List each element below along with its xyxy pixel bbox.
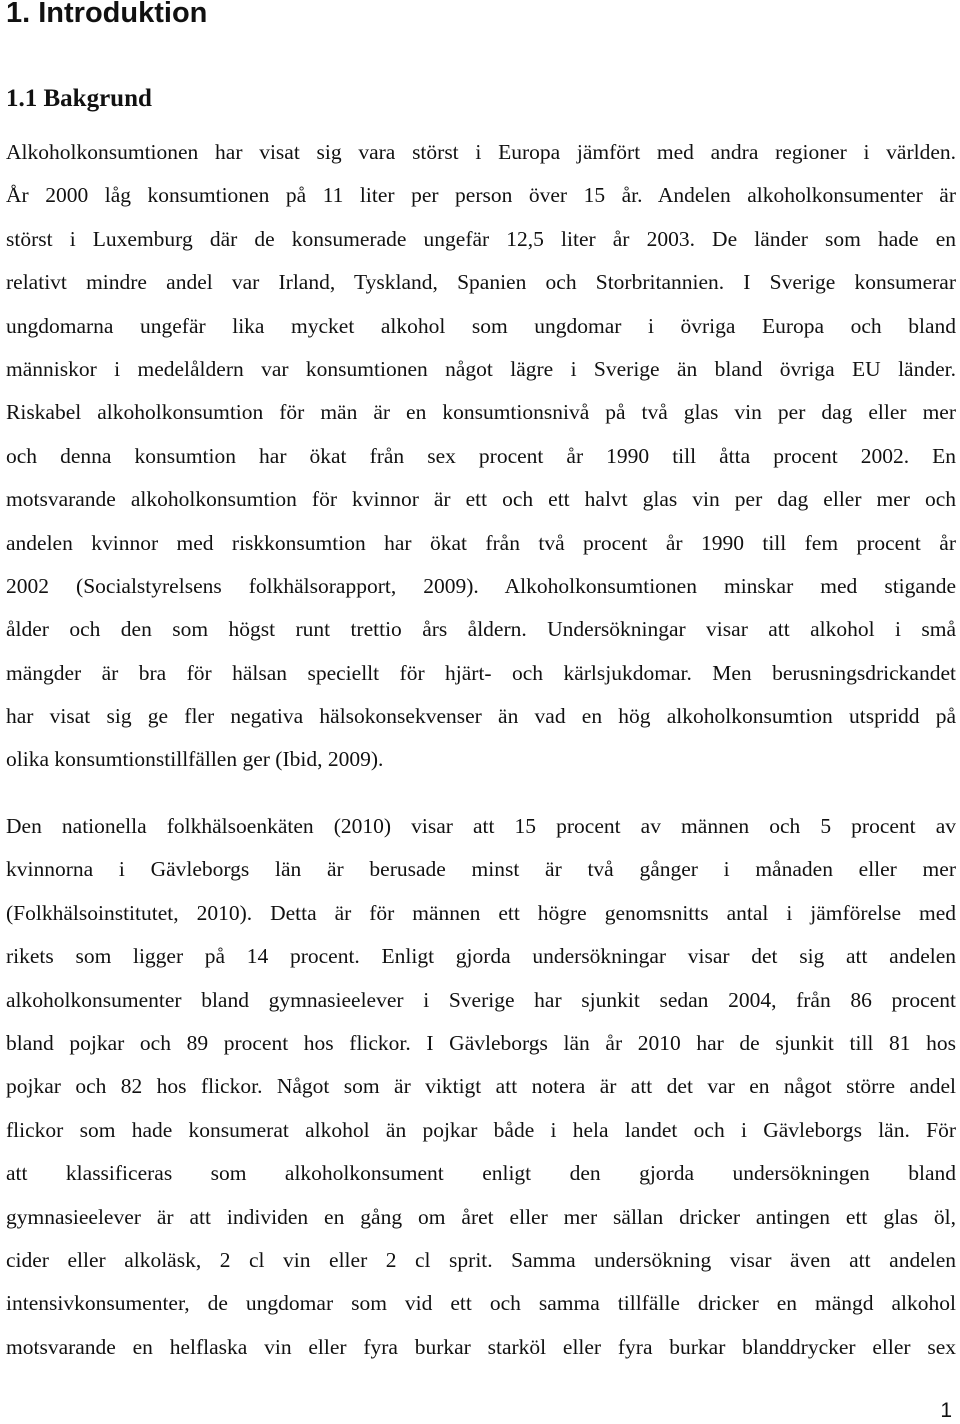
text-line: att klassificeras som alkoholkonsument enligt den gjorda undersökningen bland bbox=[6, 1161, 956, 1186]
text-line: motsvarande alkoholkonsumtion för kvinnor är ett och ett halvt glas vin per dag eller mer och bbox=[6, 487, 956, 512]
text-line: flickor som hade konsumerat alkohol än pojkar både i hela landet och i Gävleborgs län. För bbox=[6, 1117, 956, 1142]
text-line: cider eller alkoläsk, 2 cl vin eller 2 cl sprit. Samma undersökning visar även att andelen bbox=[6, 1247, 956, 1272]
text-line: Den nationella folkhälsoenkäten (2010) visar att 15 procent av männen och 5 procent av bbox=[6, 814, 956, 838]
page-number: 1 bbox=[940, 1399, 952, 1422]
text-line: människor i medelåldern var konsumtionen något lägre i Sverige än bland övriga EU länder. bbox=[6, 356, 956, 381]
text-line: År 2000 låg konsumtionen på 11 liter per person över 15 år. Andelen alkoholkonsumenter är bbox=[6, 183, 956, 208]
text-line: (Folkhälsoinstitutet, 2010). Detta är för männen ett högre genomsnitts antal i jämförelse med bbox=[6, 900, 956, 925]
text-line: 2002 (Socialstyrelsens folkhälsorapport, 2009). Alkoholkonsumtionen minskar med stigande bbox=[6, 573, 956, 598]
section-heading: 1.1 Bakgrund bbox=[6, 85, 152, 112]
text-line: Riskabel alkoholkonsumtion för män är en konsumtionsnivå på två glas vin per dag eller mer bbox=[6, 400, 956, 425]
text-line: relativt mindre andel var Irland, Tyskland, Spanien och Storbritannien. I Sverige konsumerar bbox=[6, 270, 956, 295]
text-line: gymnasieelever är att individen en gång om året eller mer sällan dricker antingen ett glas öl, bbox=[6, 1204, 956, 1229]
paragraph-1 bbox=[6, 131, 956, 782]
chapter-heading: 1. Introduktion bbox=[6, 0, 208, 29]
text-line: mängder är bra för hälsan speciellt för hjärt- och kärlsjukdomar. Men berusningsdrickandet bbox=[6, 660, 956, 685]
text-line: pojkar och 82 hos flickor. Något som är viktigt att notera är att det var en något större andel bbox=[6, 1074, 956, 1099]
text-line: Alkoholkonsumtionen har visat sig vara störst i Europa jämfört med andra regioner i världen. bbox=[6, 140, 956, 164]
text-line: alkoholkonsumenter bland gymnasieelever i Sverige har sjunkit sedan 2004, från 86 procent bbox=[6, 987, 956, 1012]
text-line: och denna konsumtion har ökat från sex procent år 1990 till åtta procent 2002. En bbox=[6, 443, 956, 468]
text-line: andelen kvinnor med riskkonsumtion har ökat från två procent år 1990 till fem procent år bbox=[6, 530, 956, 555]
text-line: bland pojkar och 89 procent hos flickor. I Gävleborgs län år 2010 har de sjunkit till 81 hos bbox=[6, 1030, 956, 1055]
paragraph-2 bbox=[6, 805, 956, 1369]
text-line: motsvarande en helflaska vin eller fyra burkar starköl eller fyra burkar blanddrycker eller sex bbox=[6, 1334, 956, 1359]
text-line: ungdomarna ungefär lika mycket alkohol som ungdomar i övriga Europa och bland bbox=[6, 313, 956, 338]
text-line: kvinnorna i Gävleborgs län är berusade minst är två gånger i månaden eller mer bbox=[6, 857, 956, 882]
text-line: intensivkonsumenter, de ungdomar som vid ett och samma tillfälle dricker en mängd alkohol bbox=[6, 1291, 956, 1316]
text-line: har visat sig ge fler negativa hälsokonsekvenser än vad en hög alkoholkonsumtion utspridd på bbox=[6, 704, 956, 729]
text-line: olika konsumtionstillfällen ger (Ibid, 2009). bbox=[6, 747, 384, 772]
text-line: störst i Luxemburg där de konsumerade ungefär 12,5 liter år 2003. De länder som hade en bbox=[6, 226, 956, 251]
text-line: ålder och den som högst runt trettio års åldern. Undersökningar visar att alkohol i små bbox=[6, 617, 956, 642]
text-line: rikets som ligger på 14 procent. Enligt gjorda undersökningar visar det sig att andelen bbox=[6, 944, 956, 969]
